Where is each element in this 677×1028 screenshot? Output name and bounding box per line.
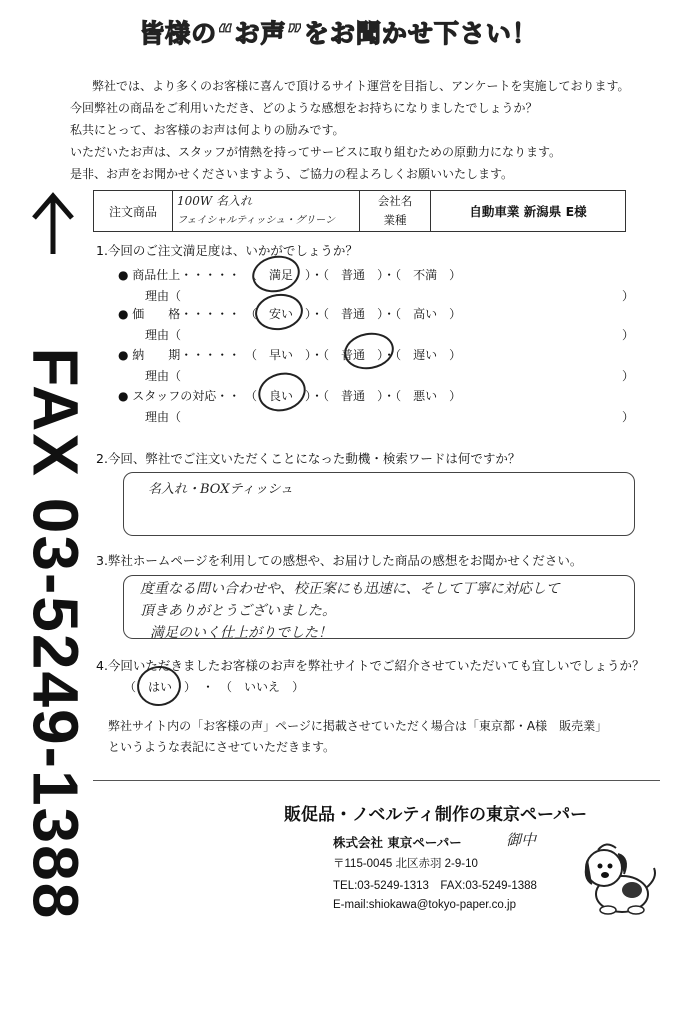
selection-circle [253,291,306,333]
intro-line: 今回弊社の商品をご利用いただき、どのような感想をお持ちになりましたでしょうか？ [70,101,538,115]
reason-close: ） [622,369,635,383]
option-no[interactable]: いいえ [244,680,281,694]
q2-question: 2.今回、弊社でご注文いただくことになった動機・検索ワードは何ですか？ [96,451,521,466]
option-normal[interactable]: 普通 [341,348,366,362]
reason-close: ） [622,328,635,342]
industry-label: 業種 [383,213,407,227]
q1-row-label: 商品仕上・・・・・ [132,268,241,282]
q3-answer-line: 満足のいく仕上がりでした！ [150,625,332,641]
product-line: フェイシャルティッシュ・グリーン [177,215,336,226]
reason-label: 理由（ [145,328,182,342]
q1-options-row[interactable]: （ 安い ）・（ 普通 ）・（ 高い ） [245,307,462,321]
page-title: 皆様の“お声”をお聞かせ下さい！ [139,19,538,48]
intro-text [70,75,629,185]
q1-question: 1.今回のご注文満足度は、いかがでしょうか？ [96,243,358,258]
note-line: というような表記にさせていただきます。 [108,740,336,754]
fax-number: FAX 03-5249-1388 [19,347,92,921]
company-label-cell [360,191,431,232]
q1-row-delivery[interactable]: ● 納 期・・・・・ [118,348,241,362]
q1-row-product[interactable]: ● 商品仕上・・・・・ [118,268,241,282]
footer-postal: 〒115-0045 北区赤羽 2-9-10 [333,858,478,870]
reason-label: 理由（ [145,410,182,424]
footer-email[interactable]: E-mail:shiokawa@tokyo-paper.co.jp [333,899,516,911]
fax-sidebar [16,195,92,921]
intro-line: 是非、お声をお聞かせくださいますよう、ご協力の程よろしくお願いいたします。 [70,167,514,181]
option-normal[interactable]: 普通 [341,389,366,403]
company-value: 自動車業 新潟県 E様 [469,204,587,219]
intro-line: 弊社では、より多くのお客様に喜んで頂けるサイト運営を目指し、アンケートを実施しております。 [92,79,630,93]
option-cheap[interactable]: 安い [269,307,294,321]
intro-line: 私共にとって、お客様のお声は何よりの励みです。 [70,123,345,137]
option-normal[interactable]: 普通 [341,268,366,282]
footer-onchu: 御中 [506,831,537,849]
footer-corp: 株式会社 東京ペーパー [333,835,462,850]
company-label: 会社名 [377,194,413,208]
order-table [93,190,626,232]
q1-options-row[interactable]: （ 早い ）・（ 普通 ）・（ 遅い ） [245,348,462,362]
dog-mascot-icon [578,838,660,918]
q2-answer: 名入れ・BOXティッシュ [148,482,294,497]
product-label: 注文商品 [108,204,157,219]
q3-question: 3.弊社ホームページを利用しての感想や、お届けした商品の感想をお聞かせください。 [96,553,583,568]
reason-label: 理由（ [145,289,182,303]
reason-close: ） [622,289,635,303]
option-unsatisfied[interactable]: 不満 [413,268,438,282]
q1-row-price[interactable]: ● 価 格・・・・・ [118,307,241,321]
product-label-cell [94,191,173,232]
selection-circle [341,329,396,373]
reason-close: ） [622,410,635,424]
reason-label: 理由（ [145,369,182,383]
option-yes[interactable]: はい [148,680,173,694]
option-good[interactable]: 良い [269,389,294,403]
q1-row-label: スタッフの対応・・ [132,389,241,403]
product-line: 100W 名入れ [177,194,253,208]
selection-circle [254,367,310,416]
q1-row-staff[interactable]: ● スタッフの対応・・ [118,389,241,403]
footer-tel-fax: TEL:03-5249-1313 FAX:03-5249-1388 [333,880,537,892]
option-fast[interactable]: 早い [269,348,294,362]
q1-options-row[interactable]: （ 満足 ）・（ 普通 ）・（ 不満 ） [245,268,462,282]
q3-answer-line: 頂きありがとうございました。 [140,603,336,619]
option-normal[interactable]: 普通 [341,307,366,321]
q1-row-label: 価 格・・・・・ [132,307,241,321]
option-expensive[interactable]: 高い [413,307,438,321]
intro-line: いただいたお声は、スタッフが情熱を持ってサービスに取り組むための原動力になります。 [70,145,562,159]
footer-company: 販促品・ノベルティ制作の東京ペーパー [284,805,588,825]
note-line: 弊社サイト内の「お客様の声」ページに掲載させていただく場合は「東京都・A様 販売業」 [108,719,608,733]
q3-answer-line: 度重なる問い合わせや、校正案にも迅速に、そして丁寧に対応して [140,581,560,597]
q1-row-label: 納 期・・・・・ [132,348,241,362]
q4-options[interactable]: （ はい ） ・ （ いいえ ） [124,680,305,694]
company-value-cell[interactable] [431,191,626,232]
q1-options-row[interactable]: （ 良い ）・（ 普通 ）・（ 悪い ） [245,389,462,403]
option-satisfied[interactable]: 満足 [269,268,294,282]
footer-divider [93,780,660,781]
product-value-cell[interactable] [173,191,360,232]
option-bad[interactable]: 悪い [413,389,438,403]
option-slow[interactable]: 遅い [413,348,438,362]
q4-question: 4.今回いただきましたお客様のお声を弊社サイトでご紹介させていただいても宜しいでしょうか？ [96,658,645,673]
